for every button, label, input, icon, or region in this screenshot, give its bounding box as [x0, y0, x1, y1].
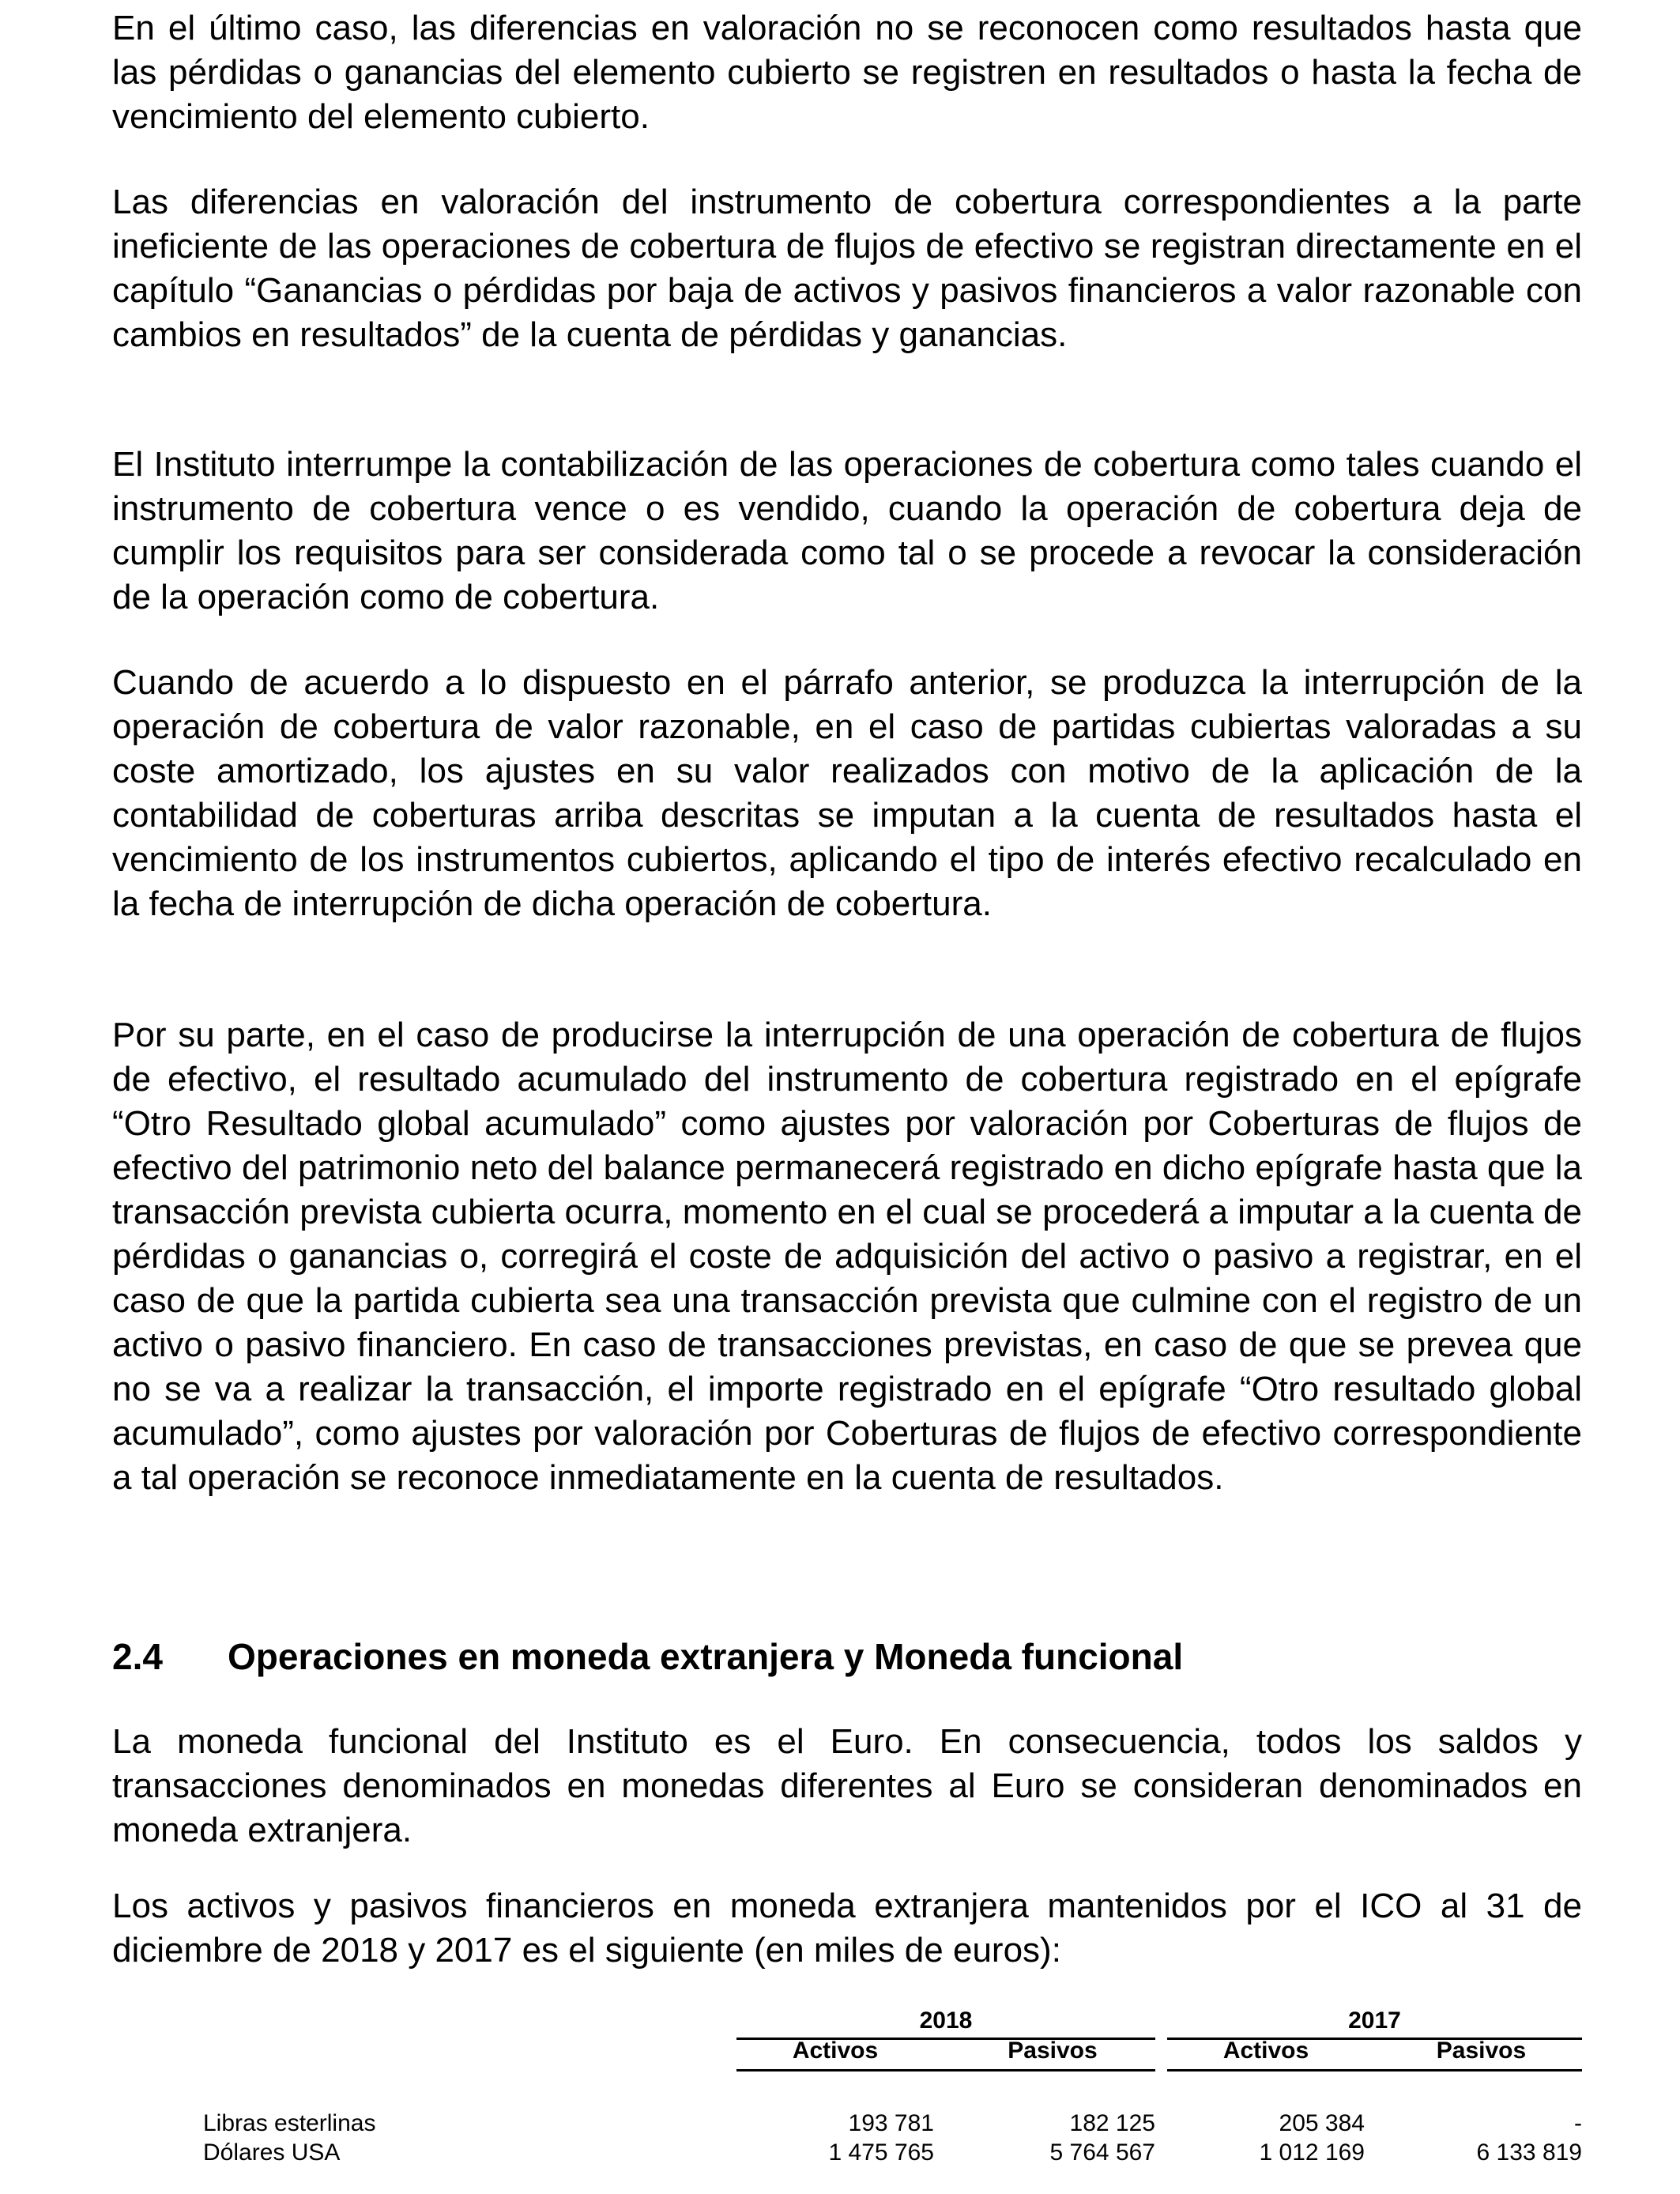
- section-heading: [112, 1634, 1582, 1679]
- paragraph-4: Cuando de acuerdo a lo dispuesto en el párrafo anterior, se produzca la interrupción de la operación de cobertura de valor razonable, en el caso de partidas cubiertas valoradas a su coste amortizado, los ajustes en su valor realizados con motivo de la aplicación de la contabilidad de coberturas arriba descritas se imputan a la cuenta de resultados hasta el vencimiento de los instrumentos cubiertos, aplicando el tipo de interés efectivo recalculado en la fecha de interrupción de dicha operación de cobertura.: [112, 663, 1582, 923]
- table-cell: 6 133 819: [1476, 2139, 1582, 2166]
- header-rule-2018: [736, 2069, 1155, 2071]
- row-label-libras: Libras esterlinas: [203, 2110, 376, 2136]
- table-cell: -: [1574, 2110, 1582, 2136]
- col-header-pasivos-2018: Pasivos: [1008, 2038, 1098, 2064]
- table-cell: 1 475 765: [828, 2139, 934, 2166]
- paragraph-2: Las diferencias en valoración del instrumento de cobertura correspondientes a la parte ineficiente de las operaciones de cobertura de flujos de efectivo se registran directamente en el capítulo “Ganancias o pérdidas por baja de activos y pasivos financieros a valor razonable con cambios en resultados” de la cuenta de pérdidas y ganancias.: [112, 183, 1582, 354]
- table-cell: 5 764 567: [1049, 2139, 1155, 2166]
- year-header-2018: 2018: [919, 2007, 973, 2034]
- table-cell: 182 125: [1069, 2110, 1155, 2136]
- paragraph-3: El Instituto interrumpe la contabilización de las operaciones de cobertura como tales cuando el instrumento de cobertura vence o es vendido, cuando la operación de cobertura deja de cumplir los requisitos para ser considerada como tal o se procede a revocar la consideración de la operación como de cobertura.: [112, 445, 1582, 616]
- table-cell: 193 781: [848, 2110, 934, 2136]
- col-header-activos-2018: Activos: [792, 2038, 879, 2064]
- header-rule-2017: [1167, 2069, 1582, 2071]
- paragraph-5: Por su parte, en el caso de producirse la interrupción de una operación de cobertura de flujos de efectivo, el resultado acumulado del instrumento de cobertura registrado en el epígrafe “Otro Resultado global acumulado” como ajustes por valoración por Coberturas de flujos de efectivo del patrimonio neto del balance permanecerá registrado en dicho epígrafe hasta que la transacción prevista cubierta ocurra, momento en el cual se procederá a imputar a la cuenta de pérdidas o ganancias o, corregirá el coste de adquisición del activo o pasivo a registrar, en el caso de que la partida cubierta sea una transacción prevista que culmine con el registro de un activo o pasivo financiero. En caso de transacciones previstas, en caso de que se prevea que no se va a realizar la transacción, el importe registrado en el epígrafe “Otro resultado global acumulado”, como ajustes por valoración por Coberturas de flujos de efectivo correspondiente a tal operación se reconoce inmediatamente en la cuenta de resultados.: [112, 1016, 1582, 1497]
- year-header-2017: 2017: [1348, 2007, 1401, 2034]
- col-header-activos-2017: Activos: [1222, 2038, 1309, 2064]
- section-paragraph-1: La moneda funcional del Instituto es el Euro. En consecuencia, todos los saldos y transacciones denominados en monedas diferentes al Euro se consideran denominados en moneda extranjera.: [112, 1722, 1582, 1849]
- section-number: 2.4: [112, 1636, 163, 1677]
- paragraph-1: En el último caso, las diferencias en valoración no se reconocen como resultados hasta que las pérdidas o ganancias del elemento cubierto se registren en resultados o hasta la fecha de vencimiento del elemento cubierto.: [112, 9, 1582, 136]
- section-paragraph-2: Los activos y pasivos financieros en moneda extranjera mantenidos por el ICO al 31 de diciembre de 2018 y 2017 es el siguiente (en miles de euros):: [112, 1887, 1582, 1970]
- row-label-dolares: Dólares USA: [203, 2139, 341, 2166]
- table-cell: 205 384: [1279, 2110, 1365, 2136]
- table-cell: 1 012 169: [1259, 2139, 1365, 2166]
- section-title: Operaciones en moneda extranjera y Moneda funcional: [228, 1636, 1184, 1677]
- col-header-pasivos-2017: Pasivos: [1436, 2038, 1527, 2064]
